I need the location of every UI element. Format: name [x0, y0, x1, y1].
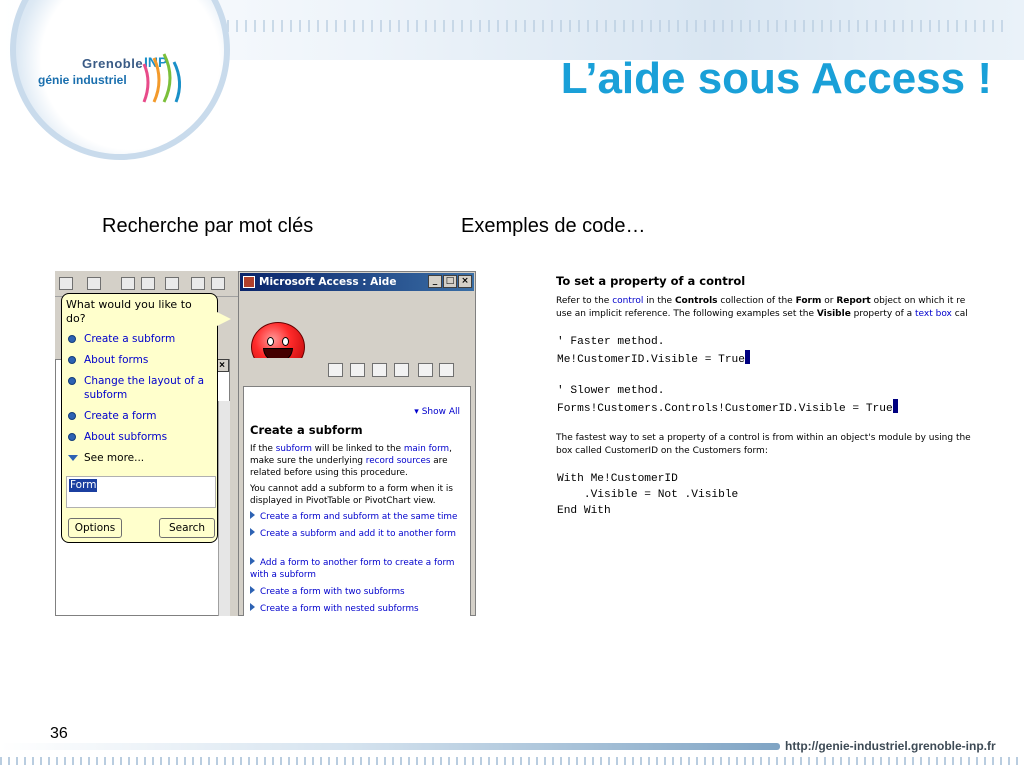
- code-note-line-1: The fastest way to set a property of a control is from within an object's module by using the: [556, 433, 971, 443]
- help-topic-link[interactable]: [250, 557, 462, 581]
- close-icon[interactable]: ×: [215, 359, 229, 372]
- bold-term: Report: [836, 296, 871, 306]
- help-topic-title: Create a subform: [250, 423, 363, 437]
- text: are related before using this procedure.: [250, 456, 448, 478]
- assistant-result-item[interactable]: [68, 409, 216, 423]
- text: will be linked to the: [312, 444, 404, 454]
- help-topic-link-label: Create a form and subform at the same time: [260, 512, 458, 522]
- scrollbar[interactable]: [218, 401, 230, 616]
- control-link[interactable]: control: [612, 296, 644, 306]
- logo-arcs-icon: [136, 44, 186, 104]
- forward-arrow-icon[interactable]: [394, 363, 409, 377]
- text: object on which it re: [870, 296, 966, 306]
- assistant-search-input[interactable]: [66, 476, 216, 508]
- code-line: [557, 350, 750, 368]
- print-icon[interactable]: [418, 363, 433, 377]
- text: If the: [250, 444, 276, 454]
- bullet-icon: [68, 335, 76, 343]
- text: use an implicit reference. The following examples set the: [556, 309, 817, 319]
- assistant-result-item[interactable]: [68, 353, 216, 367]
- arrow-right-icon: [250, 528, 255, 536]
- text-box-link[interactable]: text box: [914, 309, 952, 319]
- text: property of a: [850, 309, 915, 319]
- toolbar-icon[interactable]: [87, 277, 101, 290]
- code-line: [557, 399, 898, 417]
- toolbar-icon[interactable]: [211, 277, 225, 290]
- assistant-question: What would you like to do?: [66, 298, 192, 325]
- balloon-tail: [215, 311, 231, 327]
- text: , make sure the underlying: [250, 444, 452, 466]
- header-dots: [110, 20, 1010, 32]
- text-cursor: [745, 350, 750, 364]
- toolbar-icon[interactable]: [59, 277, 73, 290]
- bold-term: Controls: [674, 296, 718, 306]
- show-all-label: Show All: [421, 407, 460, 417]
- footer-bar: [0, 743, 780, 750]
- assistant-query-text: Form: [70, 479, 97, 491]
- see-more-link[interactable]: [68, 451, 216, 465]
- slide-title: L’aide sous Access !: [560, 54, 992, 103]
- help-topic-link[interactable]: [250, 511, 462, 523]
- code-line: With Me!CustomerID: [557, 473, 678, 485]
- triangle-down-icon: ▾: [414, 407, 419, 417]
- text-cursor: [893, 399, 898, 413]
- footer-dots: [0, 757, 1024, 765]
- toolbar-icon[interactable]: [121, 277, 135, 290]
- assistant-result-label: Create a subform: [84, 333, 176, 345]
- footer-url: http://genie-industriel.grenoble-inp.fr: [785, 739, 996, 753]
- help-paragraph: You cannot add a subform to a form when it is displayed in PivotTable or PivotChart view.: [250, 484, 453, 506]
- assistant-balloon: [61, 293, 218, 543]
- back-arrow-icon[interactable]: [372, 363, 387, 377]
- arrow-right-icon: [250, 586, 255, 594]
- toolbar-icon[interactable]: [165, 277, 179, 290]
- assistant-eye: [267, 337, 274, 346]
- arrow-right-icon: [250, 511, 255, 519]
- code-text: Forms!Customers.Controls!CustomerID.Visible = True: [557, 403, 893, 415]
- assistant-eye: [282, 337, 289, 346]
- code-example-title: To set a property of a control: [556, 274, 746, 288]
- code-line: End With: [557, 505, 611, 517]
- options-icon[interactable]: [439, 363, 454, 377]
- code-note-line-2: box called CustomerID on the Customers form:: [556, 446, 768, 456]
- triangle-down-icon: [68, 455, 78, 461]
- code-comment: ' Faster method.: [557, 336, 665, 348]
- code-text: Me!CustomerID.Visible = True: [557, 354, 745, 366]
- bullet-icon: [68, 412, 76, 420]
- help-content: [243, 386, 471, 616]
- help-topic-link[interactable]: [250, 528, 462, 540]
- code-line: .Visible = Not .Visible: [557, 489, 739, 501]
- options-button[interactable]: Options: [68, 518, 122, 538]
- subform-link[interactable]: subform: [275, 444, 312, 454]
- logo-genie-industriel: génie industriel: [38, 73, 127, 87]
- assistant-result-label: Change the layout of a subform: [84, 375, 205, 401]
- help-app-icon: [243, 276, 255, 288]
- arrow-right-icon: [250, 603, 255, 611]
- assistant-result-label: About subforms: [84, 431, 168, 443]
- minimize-icon[interactable]: _: [428, 275, 442, 288]
- help-topic-link[interactable]: [250, 586, 462, 598]
- access-help-screenshot: [55, 271, 476, 616]
- code-intro-line-1: [556, 295, 965, 307]
- toolbar-icon[interactable]: [141, 277, 155, 290]
- text: Refer to the: [556, 296, 613, 306]
- text: or: [821, 296, 837, 306]
- tile-icon[interactable]: [328, 363, 343, 377]
- help-topic-link-label: Add a form to another form to create a form with a subform: [250, 558, 455, 580]
- code-comment: ' Slower method.: [557, 385, 665, 397]
- bullet-icon: [68, 433, 76, 441]
- help-topic-link-label: Create a subform and add it to another form: [260, 529, 456, 539]
- show-all-link[interactable]: [414, 407, 460, 417]
- logo-grenoble: Grenoble: [82, 56, 144, 71]
- logo-inp: INP: [144, 54, 168, 70]
- assistant-result-item[interactable]: [68, 332, 216, 346]
- help-toolbar: [240, 358, 474, 384]
- help-paragraph: [250, 443, 462, 479]
- text: collection of the: [717, 296, 796, 306]
- help-topic-link[interactable]: [250, 603, 462, 615]
- see-more-label: See more...: [84, 452, 145, 464]
- assistant-result-item[interactable]: [68, 374, 216, 402]
- toolbar-icon[interactable]: [191, 277, 205, 290]
- record-sources-link[interactable]: record sources: [365, 456, 431, 466]
- help-window-title: Microsoft Access : Aide: [259, 276, 397, 288]
- text: in the: [643, 296, 675, 306]
- text: cal: [951, 309, 968, 319]
- help-topic-link-label: Create a form with nested subforms: [260, 604, 419, 614]
- help-window-titlebar[interactable]: [240, 273, 474, 291]
- help-window: [238, 271, 476, 616]
- caption-code-examples: Exemples de code…: [461, 215, 646, 237]
- assistant-result-label: Create a form: [84, 410, 157, 422]
- code-intro-line-2: [556, 308, 968, 320]
- main-form-link[interactable]: main form: [403, 444, 450, 454]
- caption-keyword-search: Recherche par mot clés: [102, 215, 314, 237]
- bullet-icon: [68, 356, 76, 364]
- show-tabs-icon[interactable]: [350, 363, 365, 377]
- help-topic-link-label: Create a form with two subforms: [260, 587, 405, 597]
- maximize-icon[interactable]: □: [443, 275, 457, 288]
- bullet-icon: [68, 377, 76, 385]
- assistant-result-label: About forms: [84, 354, 149, 366]
- page-number: 36: [50, 725, 68, 742]
- bold-term: Form: [795, 296, 822, 306]
- arrow-right-icon: [250, 557, 255, 565]
- bold-term: Visible: [816, 309, 851, 319]
- search-button[interactable]: Search: [159, 518, 215, 538]
- code-example-panel: [553, 273, 980, 523]
- assistant-result-item[interactable]: [68, 430, 216, 444]
- close-icon[interactable]: ×: [458, 275, 472, 288]
